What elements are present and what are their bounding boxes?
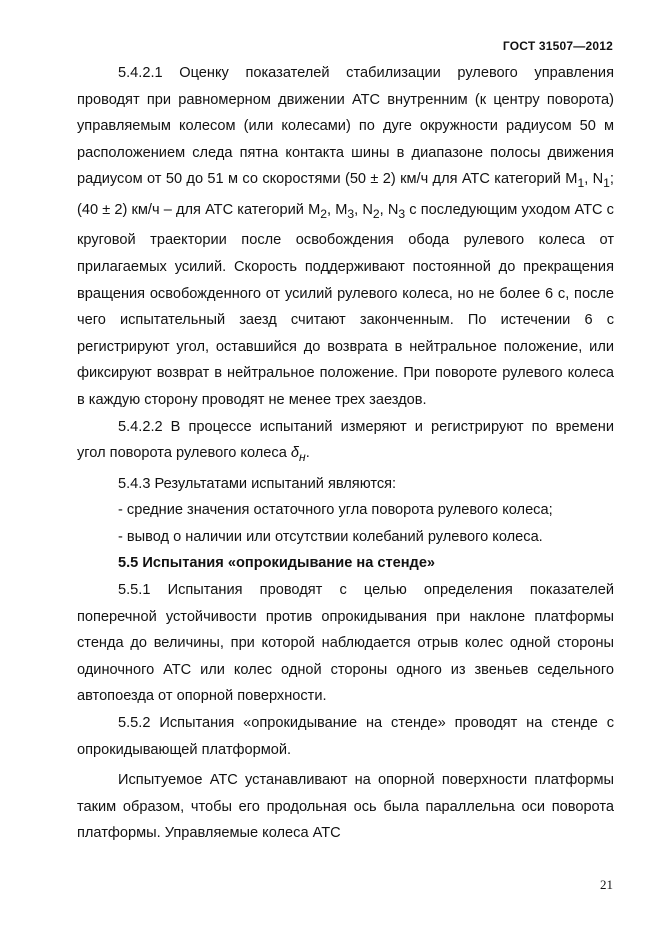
paragraph-5-4-3: 5.4.3 Результатами испытаний являются:: [118, 475, 397, 492]
section-heading-5-5: 5.5 Испытания «опрокидывание на стенде»: [118, 555, 436, 572]
paragraph-5-4-2-1: 5.4.2.1 Оценку показателей стабилизации рулевого управления проводят при равномерном движении АТС внутренним (к центру поворота) управляемым колесом (или колесами) по дуге окружности радиусом 50 м расположением следа пятна контакта шины в диапазоне полосы движения радиусом от 50 до 51 м со скоростями (50 ± 2) км/ч для АТС категорий $M_1$, $N_1$; (40 ± 2) км/ч – для АТС категорий $M_2$, $M_3$, $N_2$, $N_3$ с последующим уходом АТС с круговой траектории после освобождения обода рулевого колеса от прилагаемых усилий. Скорость поддерживают постоянной до прекращения вращения освобожденного от усилий рулевого колеса, но не более 6 с, после чего испытательный заезд считают законченным. По истечении 6 с регистрируют угол, оставшийся до возврата в нейтральное положение, или фиксируют возврат в нейтральное положение. При повороте рулевого колеса в каждую сторону проводят не менее трех заездов.: [77, 65, 614, 408]
list-item-1: - средние значения остаточного угла поворота рулевого колеса;: [118, 502, 553, 519]
paragraph-5-5-1: 5.5.1 Испытания проводят с целью определения показателей поперечной устойчивости против опрокидывания при наклоне платформы стенда до величины, при которой наблюдается отрыв колес одной стороны одиночного АТС или колес одной стороны одного из звеньев седельного автопоезда от опорной поверхности.: [77, 582, 614, 705]
document-body: [77, 60, 614, 847]
page-number: 21: [600, 877, 613, 892]
list-item-2: - вывод о наличии или отсутствии колебаний рулевого колеса.: [118, 528, 543, 545]
paragraph-5-4-2-2: 5.4.2.2 В процессе испытаний измеряют и регистрируют по времени угол поворота рулевого колеса $\delta_н$.: [77, 418, 614, 465]
paragraph-5-5-2: 5.5.2 Испытания «опрокидывание на стенде» проводят на стенде с опрокидывающей платформой.: [77, 714, 614, 758]
paragraph-continued: Испытуемое АТС устанавливают на опорной поверхности платформы таким образом, чтобы его продольная ось была параллельна оси поворота платформы. Управляемые колеса АТС: [77, 772, 614, 842]
document-header: ГОСТ 31507—2012: [502, 39, 613, 53]
delta-symbol: δ: [290, 445, 299, 462]
